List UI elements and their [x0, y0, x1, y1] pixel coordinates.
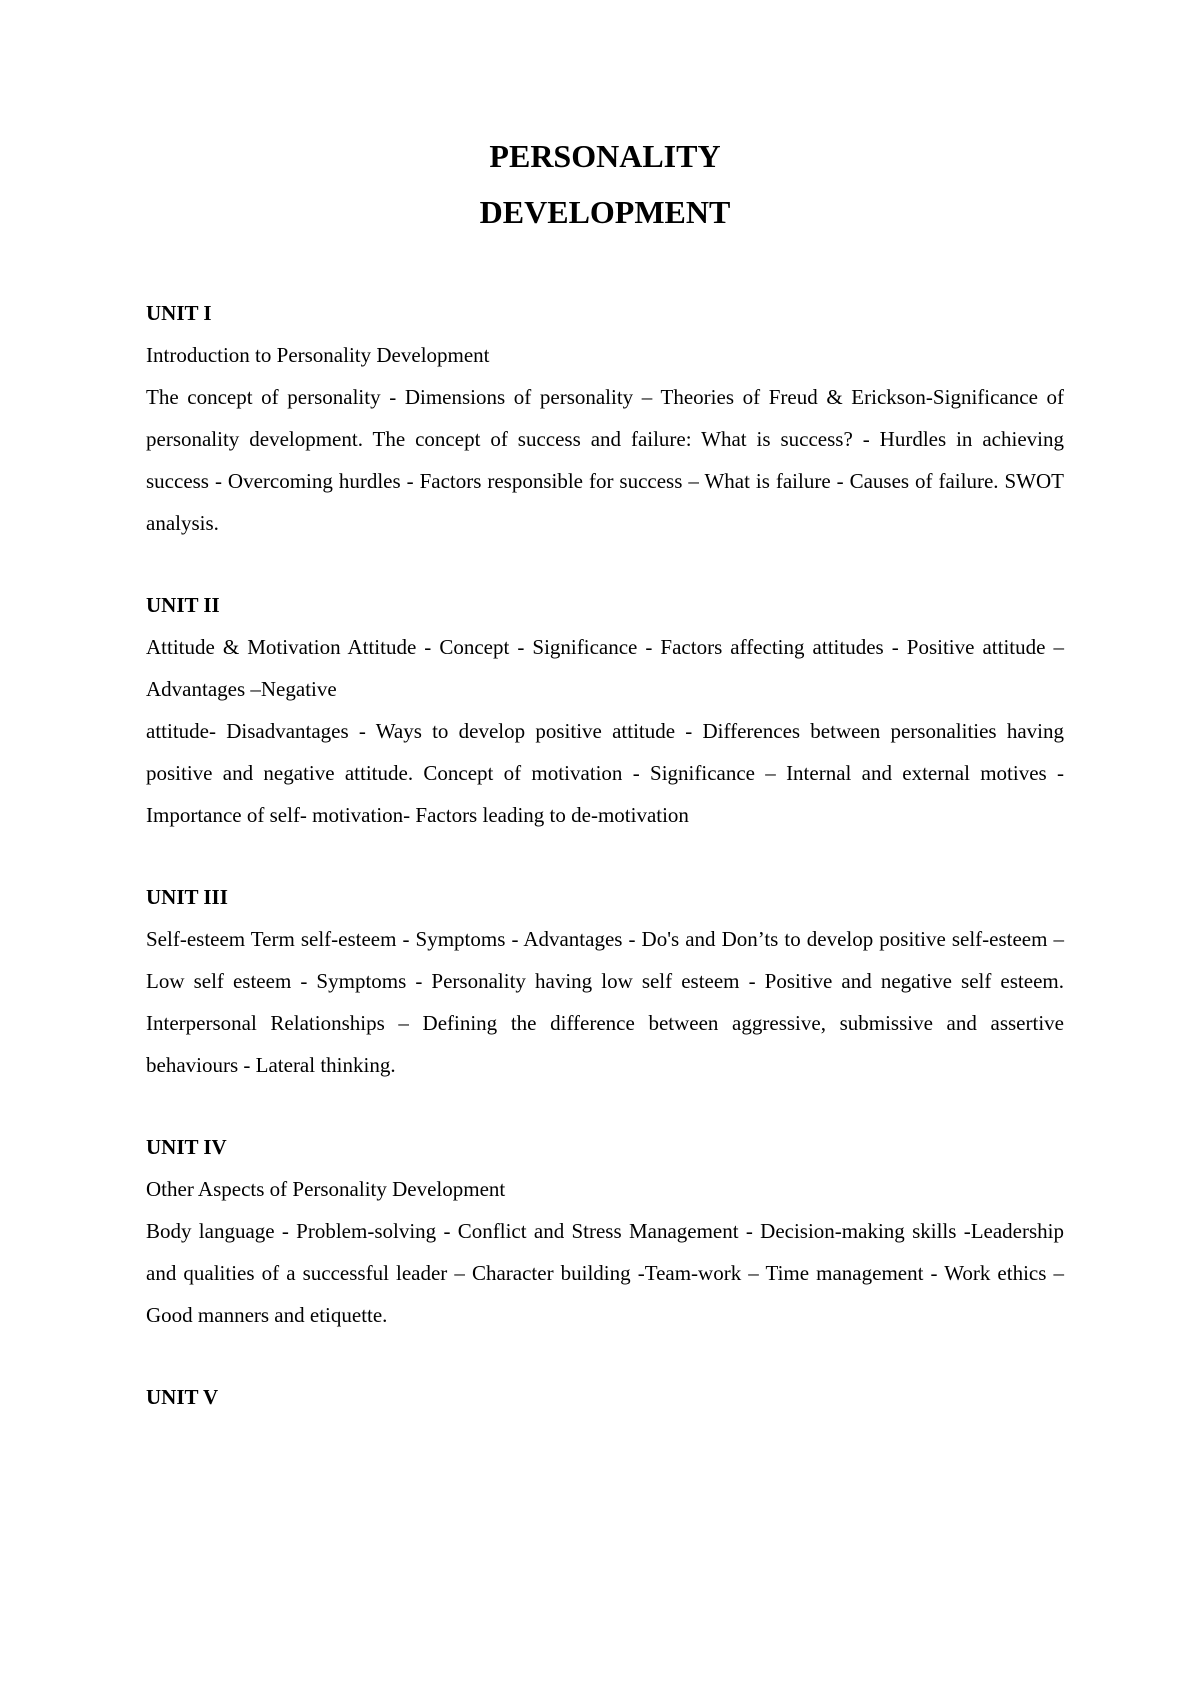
- unit-heading: UNIT III: [146, 885, 228, 909]
- document-page: [146, 128, 1064, 1458]
- unit-subtitle: Other Aspects of Personality Development: [146, 1177, 506, 1201]
- unit-content: Self-esteem Term self-esteem - Symptoms - Advantages - Do's and Don’ts to develop positive self-esteem – Low self esteem - Symptoms - Personality having low self esteem - Positive and negative self esteem. Interpersonal Relationships – Defining the difference between aggressive, submissive and assertive behaviours - Lateral thinking.: [146, 927, 1064, 1077]
- unit-2: [146, 584, 1064, 836]
- unit-1: [146, 292, 1064, 544]
- unit-content: Body language - Problem-solving - Conflict and Stress Management - Decision-making skills -Leadership and qualities of a successful leader – Character building -Team-work – Time management - Work ethics –Good manners and etiquette.: [146, 1219, 1064, 1327]
- unit-heading: UNIT II: [146, 593, 220, 617]
- title-line-1: PERSONALITY: [489, 138, 721, 174]
- units-list: [146, 292, 1064, 1418]
- unit-content: Attitude & Motivation Attitude - Concept - Significance - Factors affecting attitudes - Positive attitude – Advantages –Negative: [146, 635, 1064, 701]
- unit-subtitle: Introduction to Personality Development: [146, 343, 490, 367]
- unit-4: [146, 1126, 1064, 1336]
- unit-5: [146, 1376, 1064, 1418]
- unit-3: [146, 876, 1064, 1086]
- document-title: [146, 128, 1064, 240]
- title-line-2: DEVELOPMENT: [479, 194, 731, 230]
- unit-heading: UNIT V: [146, 1385, 219, 1409]
- unit-content: attitude- Disadvantages - Ways to develop positive attitude - Differences between personalities having positive and negative attitude. Concept of motivation - Significance – Internal and external motives - Importance of self- motivation- Factors leading to de-motivation: [146, 719, 1064, 827]
- unit-heading: UNIT I: [146, 301, 212, 325]
- unit-heading: UNIT IV: [146, 1135, 227, 1159]
- unit-content: The concept of personality - Dimensions of personality – Theories of Freud & Erickson-Significance of personality development. The concept of success and failure: What is success? - Hurdles in achieving success - Overcoming hurdles - Factors responsible for success – What is failure - Causes of failure. SWOT analysis.: [146, 385, 1064, 535]
